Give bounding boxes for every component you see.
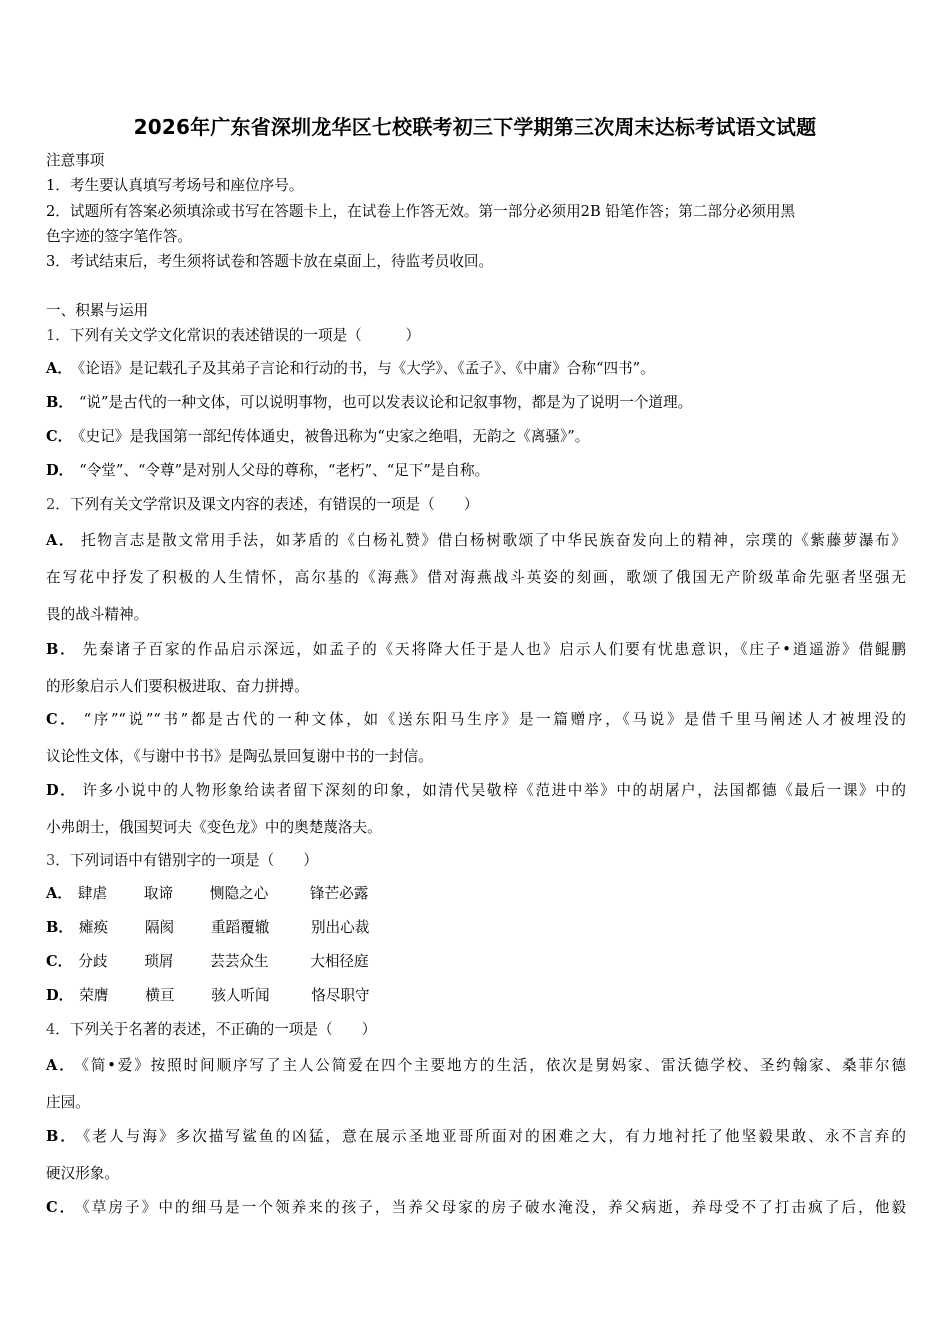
q2-option-d[interactable]	[46, 782, 906, 800]
q2-option-a[interactable]	[46, 532, 906, 550]
section-heading: 一、积累与运用	[46, 302, 149, 319]
q1-option-b[interactable]	[46, 394, 692, 412]
exam-title: 2026年广东省深圳龙华区七校联考初三下学期第三次周末达标考试语文试题	[133, 115, 817, 139]
option-label: D．	[46, 782, 77, 799]
option-label: D．	[46, 462, 74, 479]
q2-option-b[interactable]	[46, 641, 906, 659]
q4-option-c[interactable]	[46, 1199, 906, 1217]
notice-item-1: 1．考生要认真填写考场号和座位序号。	[46, 177, 304, 194]
option-text: 《简•爱》按照时间顺序写了主人公简爱在四个主要地方的生活，依次是舅妈家、雷沃德学校、圣约翰家、桑菲尔德	[81, 1057, 906, 1074]
word: 骇人听闻	[211, 987, 270, 1004]
question-2-stem	[46, 496, 479, 514]
question-3-stem	[46, 852, 318, 870]
q2-option-c[interactable]	[46, 711, 906, 729]
option-label: C．	[46, 953, 73, 970]
word: 恪尽职守	[311, 987, 370, 1004]
q2-option-d-line2: 小弗朗士，俄国契诃夫《变色龙》中的奥楚蔑洛夫。	[46, 819, 382, 836]
q4-option-a-line2: 庄园。	[46, 1094, 90, 1111]
option-label: B．	[46, 641, 77, 658]
question-number: 1	[46, 327, 56, 344]
word: 肆虐	[77, 885, 108, 902]
word: 锋芒必露	[309, 885, 369, 902]
q2-option-a-line3: 畏的战斗精神。	[46, 606, 149, 623]
word: 瘫痪	[78, 919, 109, 936]
option-label: C．	[46, 428, 73, 445]
q2-option-a-line2: 在写花中抒发了积极的人生情怀，高尔基的《海燕》借对海燕战斗英姿的刻画，歌颂了俄国无产阶级革命先驱者坚强无	[46, 569, 906, 586]
option-text: “序”“说”“书”都是古代的一种文体，如《送东阳马生序》是一篇赠序，《马说》是借千里马阐述人才被埋没的	[83, 711, 906, 728]
option-label: A．	[46, 1057, 76, 1074]
option-text: 《史记》是我国第一部纪传体通史，被鲁迅称为“史家之绝唱，无韵之《离骚》”。	[78, 428, 590, 445]
word: 芸芸众生	[210, 953, 269, 970]
q4-option-b[interactable]	[46, 1128, 906, 1146]
q1-option-c[interactable]	[46, 428, 589, 446]
option-text: 《论语》是记载孔子及其弟子言论和行动的书，与《大学》、《孟子》、《中庸》合称“四书”。	[77, 360, 655, 377]
question-1-stem	[46, 327, 420, 345]
option-label: A．	[46, 532, 76, 549]
q1-option-a[interactable]	[46, 360, 655, 378]
notice-heading: 注意事项	[46, 152, 105, 169]
q3-option-c[interactable]	[46, 953, 369, 971]
q4-option-a[interactable]	[46, 1057, 906, 1075]
word: 分歧	[78, 953, 108, 970]
question-text: ．下列有关文学文化常识的表述错误的一项是（ ）	[55, 327, 421, 344]
option-text: 《草房子》中的细马是一个领养来的孩子，当养父母家的房子破水淹没，养父病逝，养母受不了打击疯了后，他毅	[82, 1199, 906, 1216]
option-text: 先秦诸子百家的作品启示深远，如孟子的《天将降大任于是人也》启示人们要有忧患意识，《庄子•逍遥游》借鲲鹏	[82, 641, 906, 658]
question-text: ．下列关于名著的表述，不正确的一项是（ ）	[55, 1021, 377, 1038]
option-text: “令堂”、“令尊”是对别人父母的尊称，“老朽”、“足下”是自称。	[79, 462, 490, 479]
q4-option-b-line2: 硬汉形象。	[46, 1165, 119, 1182]
word: 恻隐之心	[209, 885, 269, 902]
q3-option-a[interactable]	[46, 885, 368, 903]
notice-item-2: 2．试题所有答案必须填涂或书写在答题卡上，在试卷上作答无效。第一部分必须用2B 铅笔作答；第二部分必须用黑	[46, 203, 796, 220]
word: 别出心裁	[310, 919, 370, 936]
q2-option-c-line2: 议论性文体，《与谢中书书》是陶弘景回复谢中书的一封信。	[46, 748, 433, 765]
word: 琐屑	[144, 953, 174, 970]
option-text: 许多小说中的人物形象给读者留下深刻的印象，如清代吴敬梓《范进中举》中的胡屠户，法国都德《最后一课》中的	[82, 782, 906, 799]
question-number: 2	[46, 496, 56, 513]
q2-option-b-line2: 的形象启示人们要积极进取、奋力拼搏。	[46, 678, 309, 695]
q3-option-d[interactable]	[46, 987, 370, 1005]
q1-option-d[interactable]	[46, 462, 489, 480]
word: 横亘	[145, 987, 175, 1004]
word: 重蹈覆辙	[210, 919, 270, 936]
option-text: “说”是古代的一种文体，可以说明事物，也可以发表议论和记叙事物，都是为了说明一个道理。	[78, 394, 693, 411]
option-label: A．	[46, 885, 72, 902]
option-label: C．	[46, 1199, 77, 1216]
word: 荣膺	[79, 987, 109, 1004]
question-4-stem	[46, 1021, 376, 1039]
notice-item-2-cont: 色字迹的签字笔作答。	[46, 228, 192, 245]
word: 大相径庭	[310, 953, 369, 970]
option-label: A．	[46, 360, 72, 377]
q3-option-b[interactable]	[46, 919, 369, 937]
question-number: 4	[46, 1021, 56, 1038]
notice-item-3: 3．考试结束后，考生须将试卷和答题卡放在桌面上，待监考员收回。	[46, 253, 494, 270]
option-label: B．	[46, 1128, 78, 1145]
option-label: B．	[46, 919, 73, 936]
option-label: D．	[46, 987, 74, 1004]
option-label: B．	[46, 394, 73, 411]
question-text: ．下列词语中有错别字的一项是（ ）	[55, 852, 318, 869]
option-text: 托物言志是散文常用手法，如茅盾的《白杨礼赞》借白杨树歌颂了中华民族奋发向上的精神，宗璞的《紫藤萝瀑布》	[81, 532, 906, 549]
word: 隔阂	[144, 919, 175, 936]
option-text: 《老人与海》多次描写鲨鱼的凶猛，意在展示圣地亚哥所面对的困难之大，有力地衬托了他坚毅果敢、永不言弃的	[83, 1128, 906, 1145]
option-label: C．	[46, 711, 78, 728]
question-number: 3	[46, 852, 56, 869]
question-text: ．下列有关文学常识及课文内容的表述，有错误的一项是（ ）	[55, 496, 479, 513]
word: 取谛	[143, 885, 174, 902]
